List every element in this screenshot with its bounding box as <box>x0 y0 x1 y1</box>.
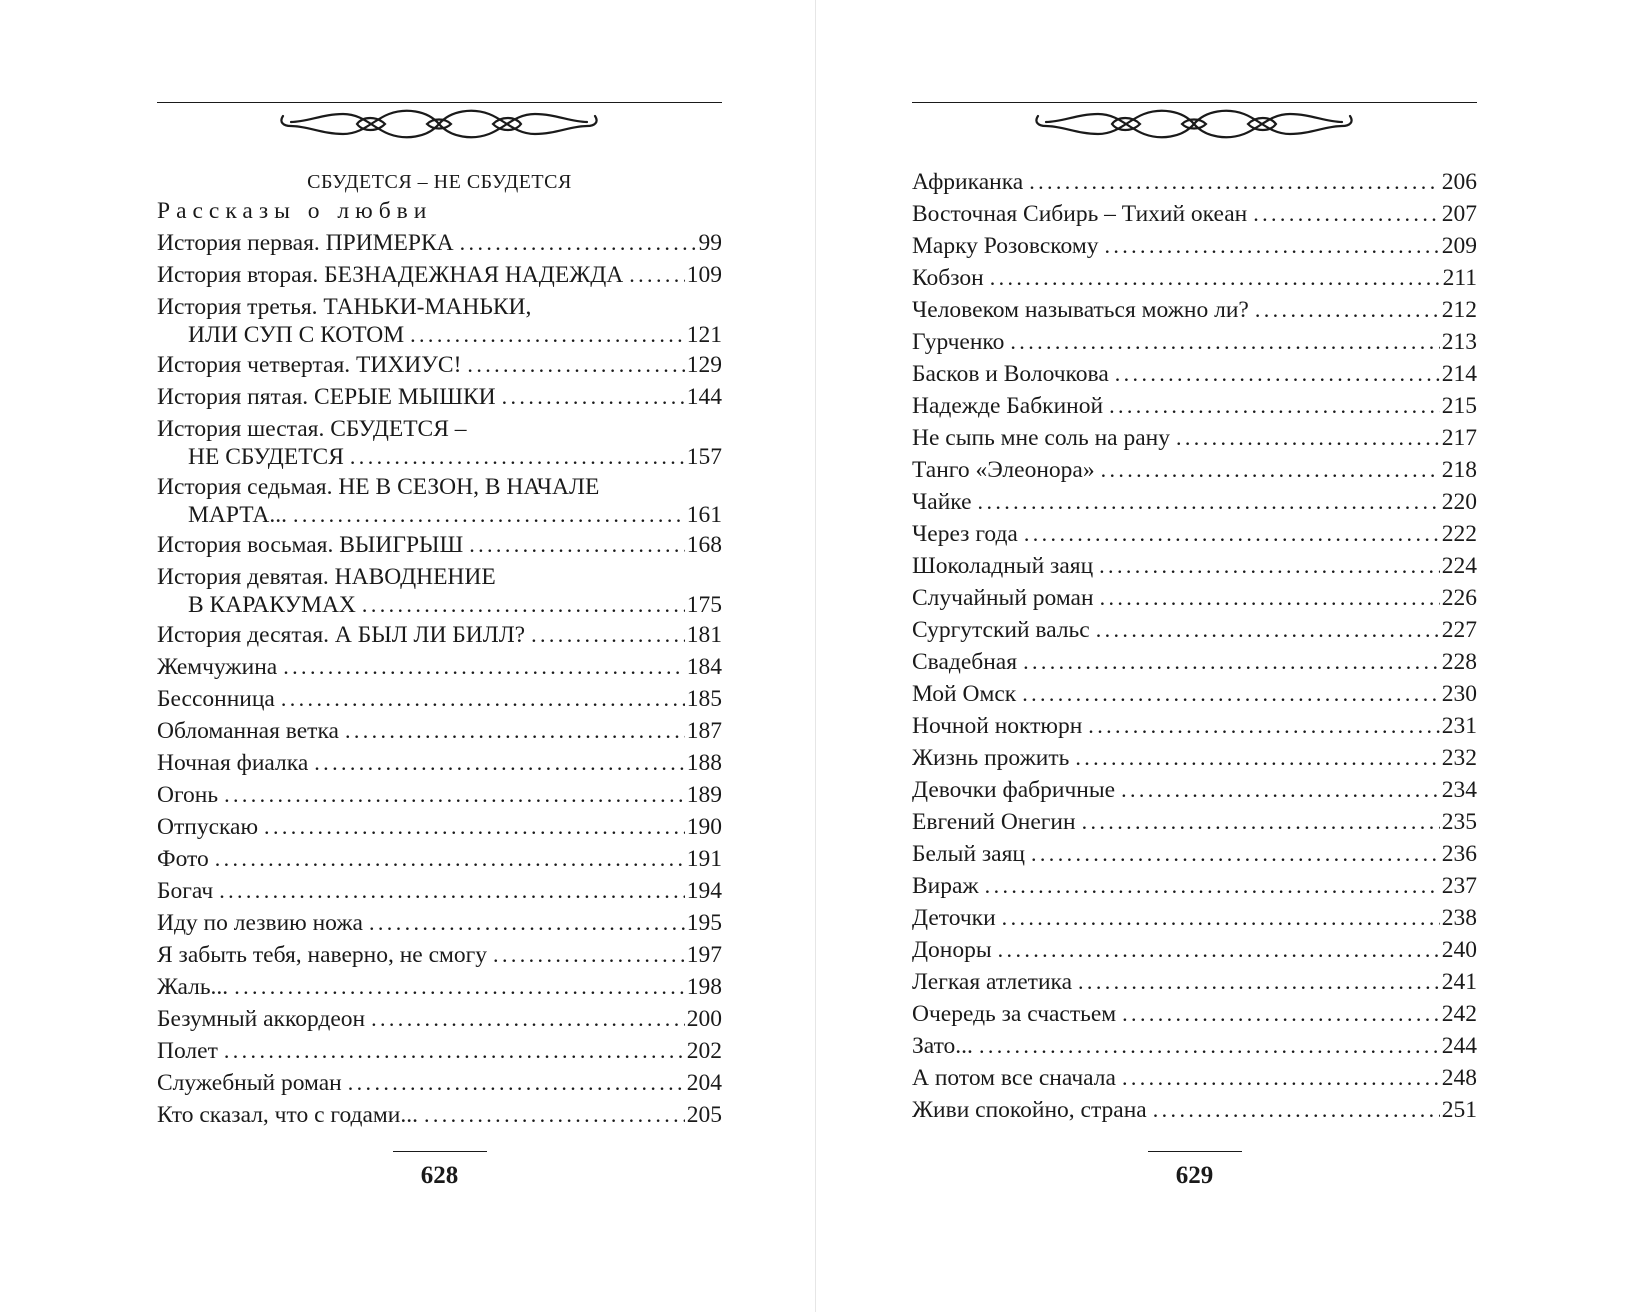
toc-entry-page: 205 <box>686 1102 722 1128</box>
toc-entry[interactable] <box>912 966 1477 998</box>
toc-entry[interactable] <box>157 683 722 715</box>
page-number: 629 <box>1175 1162 1214 1189</box>
dot-leader <box>314 747 684 779</box>
dot-leader <box>1023 646 1440 678</box>
dot-leader <box>1075 742 1439 774</box>
toc-entry-title: История седьмая. НЕ В СЕЗОН, В НАЧАЛЕ <box>157 474 600 500</box>
toc-entry-page: 187 <box>686 718 722 744</box>
toc-entry-title: Евгений Онегин <box>912 809 1076 835</box>
toc-entry-title: История пятая. СЕРЫЕ МЫШКИ <box>157 384 496 410</box>
toc-entry-page: 224 <box>1441 553 1477 579</box>
toc-entry-title: Не сыпь мне соль на рану <box>912 425 1170 451</box>
toc-entry-title: История шестая. СБУДЕТСЯ – <box>157 416 467 442</box>
dot-leader <box>531 619 685 651</box>
dot-leader <box>1002 902 1440 934</box>
toc-entry-page: 231 <box>1441 713 1477 739</box>
toc-entry[interactable] <box>157 939 722 971</box>
toc-entry-page: 109 <box>686 262 722 288</box>
toc-entry[interactable] <box>157 971 722 1003</box>
dot-leader <box>1153 1094 1440 1126</box>
toc-entry[interactable] <box>157 413 722 471</box>
flourish-ornament-icon <box>277 104 602 144</box>
dot-leader <box>1176 422 1440 454</box>
toc-entry[interactable] <box>912 870 1477 902</box>
toc-entry-title: История первая. ПРИМЕРКА <box>157 230 454 256</box>
dot-leader <box>224 1035 685 1067</box>
toc-entry-page: 227 <box>1441 617 1477 643</box>
dot-leader <box>502 381 685 413</box>
toc-entry-page: 209 <box>1441 233 1477 259</box>
dot-leader <box>1109 390 1440 422</box>
toc-entry[interactable] <box>157 349 722 381</box>
toc-entry-page: 218 <box>1441 457 1477 483</box>
toc-entry-page: 195 <box>686 910 722 936</box>
dot-leader <box>979 1030 1440 1062</box>
toc-entry[interactable] <box>912 326 1477 358</box>
dot-leader <box>467 349 684 381</box>
toc-entry-page: 191 <box>686 846 722 872</box>
toc-entry-page: 212 <box>1441 297 1477 323</box>
toc-entry-page: 185 <box>686 686 722 712</box>
toc-entry[interactable] <box>912 838 1477 870</box>
dot-leader <box>978 486 1440 518</box>
dot-leader <box>1100 582 1440 614</box>
toc-entry-title: История вторая. БЕЗНАДЕЖНАЯ НАДЕЖДА <box>157 262 624 288</box>
toc-entry-title: Безумный аккордеон <box>157 1006 366 1032</box>
toc-entry[interactable] <box>157 715 722 747</box>
toc-entry-page: 168 <box>686 532 722 558</box>
toc-entry[interactable] <box>912 166 1477 198</box>
toc-entry[interactable] <box>912 678 1477 710</box>
toc-entry-title: Богач <box>157 878 214 904</box>
dot-leader <box>1121 774 1440 806</box>
toc-entry-page: 194 <box>686 878 722 904</box>
toc-entry-page: 175 <box>686 592 722 618</box>
toc-entry-title: Служебный роман <box>157 1070 342 1096</box>
toc-entry[interactable] <box>912 550 1477 582</box>
dot-leader <box>1122 998 1440 1030</box>
toc-entry[interactable] <box>157 381 722 413</box>
book-gutter <box>815 0 816 1312</box>
dot-leader <box>1104 230 1439 262</box>
toc-entry[interactable] <box>157 1035 722 1067</box>
toc-entry-title: Легкая атлетика <box>912 969 1073 995</box>
toc-entry-title: Африканка <box>912 169 1024 195</box>
dot-leader <box>1096 614 1440 646</box>
dot-leader <box>362 590 685 619</box>
toc-entry-title: Сургутский вальс <box>912 617 1090 643</box>
toc-entry-title: Мой Омск <box>912 681 1017 707</box>
toc-entry[interactable] <box>157 619 722 651</box>
toc-entry-title: Я забыть тебя, наверно, не смогу <box>157 942 488 968</box>
header-rule <box>912 102 1477 103</box>
toc-entry-title: Кобзон <box>912 265 984 291</box>
toc-entry-title: Отпускаю <box>157 814 259 840</box>
toc-entry-page: 242 <box>1441 1001 1477 1027</box>
toc-entry-page: 144 <box>686 384 722 410</box>
toc-entry-title: Бессонница <box>157 686 275 712</box>
toc-entry-title: Жизнь прожить <box>912 745 1070 771</box>
toc-entry-title-continued: МАРТА... <box>188 502 288 528</box>
dot-leader <box>1088 710 1439 742</box>
toc-entry-page: 198 <box>686 974 722 1000</box>
dot-leader <box>371 1003 685 1035</box>
toc-entry[interactable] <box>912 582 1477 614</box>
toc-entry[interactable] <box>157 843 722 875</box>
toc-entry[interactable] <box>912 742 1477 774</box>
right-page <box>912 0 1477 1312</box>
dot-leader <box>985 870 1440 902</box>
toc-entry-page: 222 <box>1441 521 1477 547</box>
toc-entry-title: Надежде Бабкиной <box>912 393 1104 419</box>
toc-entry[interactable] <box>157 651 722 683</box>
toc-entry[interactable] <box>157 1099 722 1131</box>
toc-entry[interactable] <box>912 934 1477 966</box>
toc-entry[interactable] <box>912 422 1477 454</box>
toc-entry[interactable] <box>912 806 1477 838</box>
toc-entry-page: 202 <box>686 1038 722 1064</box>
toc-entry-title: Через года <box>912 521 1018 547</box>
toc-entry-page: 228 <box>1441 649 1477 675</box>
toc-entry-page: 236 <box>1441 841 1477 867</box>
dot-leader <box>293 500 685 529</box>
section-subtitle: Рассказы о любви <box>157 198 433 224</box>
toc-entry-page: 217 <box>1441 425 1477 451</box>
toc-entry-page: 99 <box>698 230 722 256</box>
toc-entry-title: Свадебная <box>912 649 1018 675</box>
toc-entry[interactable] <box>157 875 722 907</box>
toc-entry-title-continued: ИЛИ СУП С КОТОМ <box>188 322 405 348</box>
dot-leader <box>998 934 1440 966</box>
toc-entry-title: Гурченко <box>912 329 1005 355</box>
dot-leader <box>264 811 685 843</box>
toc-entry[interactable] <box>912 614 1477 646</box>
toc-entry-title: Шоколадный заяц <box>912 553 1094 579</box>
toc-entry-title: История третья. ТАНЬКИ-МАНЬКИ, <box>157 294 532 320</box>
toc-entry[interactable] <box>912 1062 1477 1094</box>
dot-leader <box>493 939 685 971</box>
toc-entry-title: Иду по лезвию ножа <box>157 910 363 936</box>
toc-entry-page: 237 <box>1441 873 1477 899</box>
toc-entry-title: Ночная фиалка <box>157 750 309 776</box>
page-number: 628 <box>420 1162 459 1189</box>
toc-entry[interactable] <box>912 262 1477 294</box>
toc-entry-title: История девятая. НАВОДНЕНИЕ <box>157 564 496 590</box>
dot-leader <box>219 875 685 907</box>
toc-entry-page: 184 <box>686 654 722 680</box>
flourish-ornament-icon <box>1032 104 1357 144</box>
dot-leader <box>1122 1062 1440 1094</box>
toc-entry[interactable] <box>157 779 722 811</box>
toc-entry-title: Очередь за счастьем <box>912 1001 1117 1027</box>
toc-entry-page: 240 <box>1441 937 1477 963</box>
toc-entry-title: Восточная Сибирь – Тихий океан <box>912 201 1248 227</box>
toc-entry[interactable] <box>157 561 722 619</box>
header-rule <box>157 102 722 103</box>
toc-entry-page: 200 <box>686 1006 722 1032</box>
toc-entry-page: 188 <box>686 750 722 776</box>
toc-entry-title: Танго «Элеонора» <box>912 457 1095 483</box>
toc-entry-title: Полет <box>157 1038 218 1064</box>
toc-entry-title: Живи спокойно, страна <box>912 1097 1147 1123</box>
toc-entry-title: Обломанная ветка <box>157 718 339 744</box>
toc-entry-page: 213 <box>1441 329 1477 355</box>
toc-entry-page: 214 <box>1441 361 1477 387</box>
toc-entry-title: Случайный роман <box>912 585 1094 611</box>
toc-entry-title: А потом все сначала <box>912 1065 1116 1091</box>
toc-entry[interactable] <box>912 646 1477 678</box>
toc-entry-title: Марку Розовскому <box>912 233 1099 259</box>
toc-entry-page: 232 <box>1441 745 1477 771</box>
dot-leader <box>460 227 697 259</box>
toc-list-left <box>157 195 722 1131</box>
toc-entry[interactable] <box>157 291 722 349</box>
toc-entry-title-continued: В КАРАКУМАХ <box>188 592 356 618</box>
toc-entry-page: 211 <box>1442 265 1477 291</box>
toc-entry[interactable] <box>912 390 1477 422</box>
dot-leader <box>345 715 685 747</box>
toc-entry[interactable] <box>157 471 722 529</box>
dot-leader <box>350 442 685 471</box>
toc-entry-page: 230 <box>1441 681 1477 707</box>
toc-entry[interactable] <box>912 230 1477 262</box>
toc-entry-page: 121 <box>686 322 722 348</box>
toc-entry-title: Зато... <box>912 1033 973 1059</box>
dot-leader <box>990 262 1441 294</box>
toc-entry-title: История десятая. А БЫЛ ЛИ БИЛЛ? <box>157 622 526 648</box>
toc-entry-page: 226 <box>1441 585 1477 611</box>
folio-rule <box>1148 1151 1242 1152</box>
dot-leader <box>281 683 685 715</box>
toc-entry-page: 197 <box>686 942 722 968</box>
dot-leader <box>1031 838 1440 870</box>
dot-leader <box>348 1067 685 1099</box>
dot-leader <box>1029 166 1440 198</box>
toc-entry[interactable] <box>912 294 1477 326</box>
toc-entry[interactable] <box>912 1094 1477 1126</box>
dot-leader <box>629 259 685 291</box>
dot-leader <box>1115 358 1440 390</box>
toc-entry-page: 241 <box>1441 969 1477 995</box>
toc-entry-title: Фото <box>157 846 209 872</box>
toc-entry[interactable] <box>912 454 1477 486</box>
dot-leader <box>283 651 685 683</box>
toc-entry-title: Басков и Волочкова <box>912 361 1109 387</box>
dot-leader <box>1022 678 1440 710</box>
dot-leader <box>369 907 685 939</box>
dot-leader <box>224 779 685 811</box>
toc-entry-page: 207 <box>1441 201 1477 227</box>
toc-list-right <box>912 166 1477 1126</box>
toc-entry-title-continued: НЕ СБУДЕТСЯ <box>188 444 344 470</box>
dot-leader <box>1099 550 1440 582</box>
toc-entry-title: Жемчужина <box>157 654 278 680</box>
toc-entry[interactable] <box>912 998 1477 1030</box>
dot-leader <box>1101 454 1440 486</box>
toc-entry-page: 235 <box>1441 809 1477 835</box>
toc-entry[interactable] <box>912 198 1477 230</box>
toc-entry[interactable] <box>912 518 1477 550</box>
toc-entry-title: Человеком называться можно ли? <box>912 297 1249 323</box>
toc-entry[interactable] <box>912 486 1477 518</box>
dot-leader <box>1010 326 1439 358</box>
toc-entry-page: 244 <box>1441 1033 1477 1059</box>
section-title: СБУДЕТСЯ – НЕ СБУДЕТСЯ <box>307 171 572 193</box>
toc-entry-title: Доноры <box>912 937 992 963</box>
toc-entry[interactable] <box>157 259 722 291</box>
toc-entry-title: Огонь <box>157 782 219 808</box>
folio-rule <box>393 1151 487 1152</box>
left-page <box>157 0 722 1312</box>
toc-entry-title: История восьмая. ВЫИГРЫШ <box>157 532 464 558</box>
toc-entry-page: 206 <box>1441 169 1477 195</box>
toc-entry-page: 190 <box>686 814 722 840</box>
toc-entry[interactable] <box>157 747 722 779</box>
dot-leader <box>1024 518 1440 550</box>
toc-entry-title: Белый заяц <box>912 841 1025 867</box>
dot-leader <box>469 529 685 561</box>
toc-entry-page: 181 <box>686 622 722 648</box>
toc-entry[interactable] <box>912 774 1477 806</box>
toc-entry-title: Кто сказал, что с годами... <box>157 1102 418 1128</box>
toc-entry-title: Чайке <box>912 489 972 515</box>
toc-entry[interactable] <box>912 358 1477 390</box>
toc-entry-title: Деточки <box>912 905 996 931</box>
toc-entry-page: 161 <box>686 502 722 528</box>
toc-entry[interactable] <box>157 811 722 843</box>
dot-leader <box>410 320 685 349</box>
toc-entry[interactable] <box>157 227 722 259</box>
toc-entry-title: Жаль... <box>157 974 229 1000</box>
dot-leader <box>234 971 685 1003</box>
toc-entry[interactable] <box>157 1067 722 1099</box>
toc-entry-page: 220 <box>1441 489 1477 515</box>
toc-entry-page: 215 <box>1441 393 1477 419</box>
toc-entry-title: История четвертая. ТИХИУС! <box>157 352 462 378</box>
toc-entry-page: 238 <box>1441 905 1477 931</box>
toc-entry[interactable] <box>157 529 722 561</box>
toc-entry-title: Вираж <box>912 873 979 899</box>
toc-entry-page: 234 <box>1441 777 1477 803</box>
dot-leader <box>1082 806 1440 838</box>
dot-leader <box>1255 294 1440 326</box>
toc-entry-page: 204 <box>686 1070 722 1096</box>
toc-entry-page: 248 <box>1441 1065 1477 1091</box>
toc-entry-title: Ночной ноктюрн <box>912 713 1083 739</box>
toc-entry[interactable] <box>912 902 1477 934</box>
dot-leader <box>1078 966 1440 998</box>
dot-leader <box>424 1099 685 1131</box>
toc-entry-page: 157 <box>686 444 722 470</box>
toc-entry-title: Девочки фабричные <box>912 777 1116 803</box>
dot-leader <box>215 843 685 875</box>
toc-entry[interactable] <box>912 1030 1477 1062</box>
toc-entry[interactable] <box>157 907 722 939</box>
toc-entry[interactable] <box>157 1003 722 1035</box>
toc-entry-page: 251 <box>1441 1097 1477 1123</box>
toc-entry[interactable] <box>912 710 1477 742</box>
toc-entry-page: 189 <box>686 782 722 808</box>
toc-entry-page: 129 <box>686 352 722 378</box>
dot-leader <box>1253 198 1440 230</box>
